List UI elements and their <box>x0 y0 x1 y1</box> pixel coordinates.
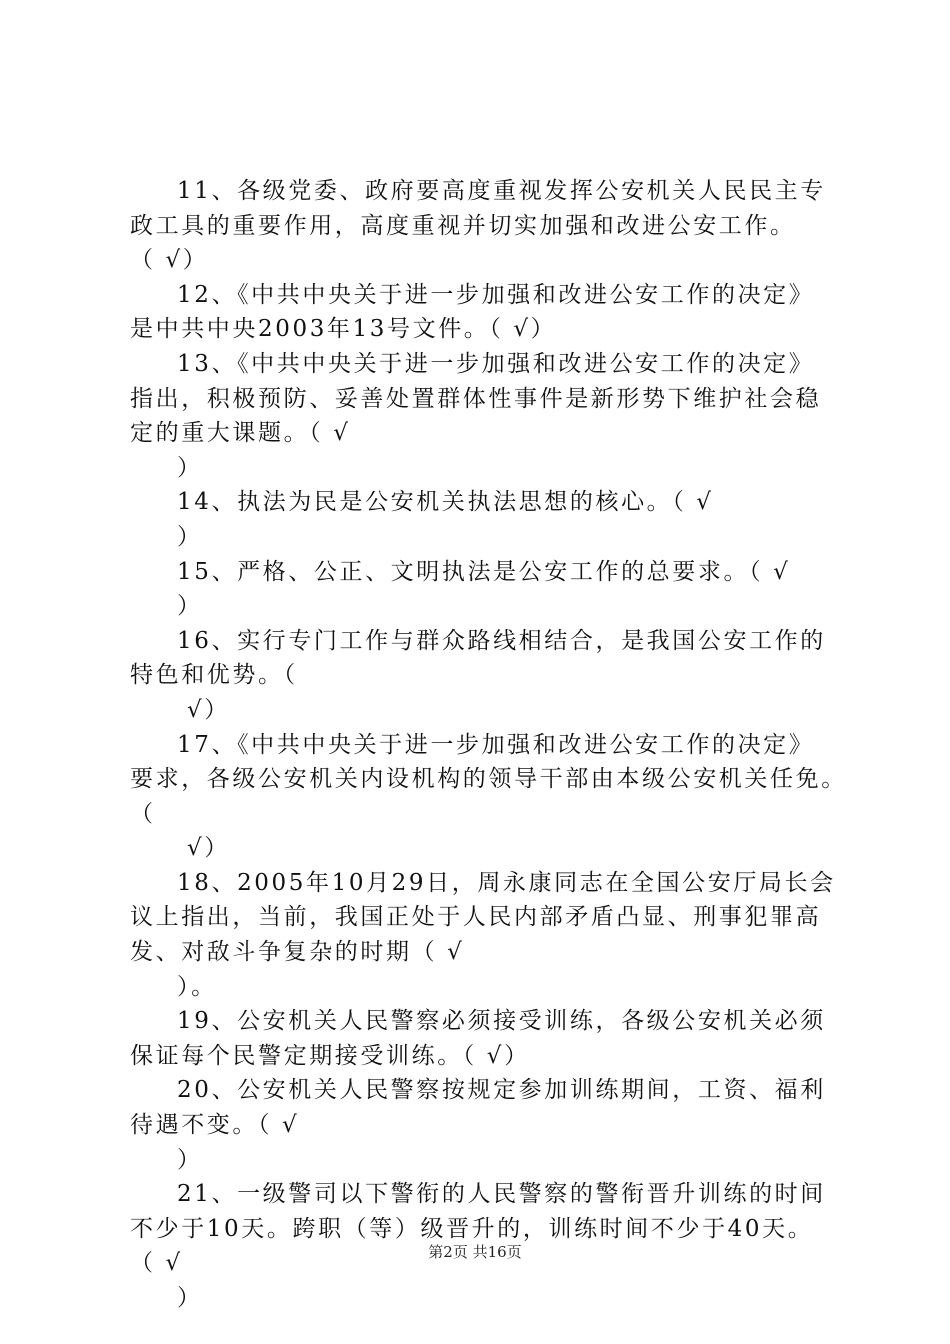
text-line: ） <box>177 523 203 550</box>
text-line: 待遇不变。（ √ <box>130 1112 300 1139</box>
text-line: √） <box>187 835 230 862</box>
text-line: 是中共中央2003年13号文件。（ √） <box>130 316 557 343</box>
text-line: 21、一级警司以下警衔的人民警察的警衔晋升训练的时间 <box>177 1181 826 1208</box>
text-line: 要求，各级公安机关内设机构的领导干部由本级公安机关任免。 <box>130 766 847 793</box>
document-body <box>130 174 847 1316</box>
text-line: 12、《中共中央关于进一步加强和改进公安工作的决定》 <box>177 281 815 308</box>
text-line: 发、对敌斗争复杂的时期（ √ <box>130 939 465 966</box>
text-line: 政工具的重要作用，高度重视并切实加强和改进公安工作。 <box>130 212 796 239</box>
text-line: 20、公安机关人民警察按规定参加训练期间，工资、福利 <box>177 1077 826 1104</box>
text-line: 11、各级党委、政府要高度重视发挥公安机关人民民主专 <box>177 178 826 204</box>
text-line: 指出，积极预防、妥善处置群体性事件是新形势下维护社会稳 <box>130 385 822 412</box>
text-line: ） <box>177 1146 203 1173</box>
page-footer: 第2页 共16页 <box>428 1243 522 1261</box>
text-line: 14、执法为民是公安机关执法思想的核心。（ √ <box>177 489 714 516</box>
text-line: 17、《中共中央关于进一步加强和改进公安工作的决定》 <box>177 731 815 758</box>
text-line: √） <box>187 696 230 723</box>
text-line: 16、实行专门工作与群众路线相结合，是我国公安工作的 <box>177 627 826 654</box>
text-line: 定的重大课题。（ √ <box>130 420 351 447</box>
text-line: ） <box>177 454 203 481</box>
text-line: 18、2005年10月29日，周永康同志在全国公安厅局长会 <box>177 869 836 896</box>
text-line: ）。 <box>177 973 217 1000</box>
text-line: ） <box>177 593 203 620</box>
text-line: 特色和优势。（ <box>130 662 298 689</box>
text-line: 保证每个民警定期接受训练。（ √） <box>130 1042 530 1069</box>
text-line: （ √ <box>130 1250 183 1277</box>
text-line: ） <box>177 1285 203 1311</box>
text-line: 15、严格、公正、文明执法是公安工作的总要求。（ √ <box>177 558 791 585</box>
text-line: 19、公安机关人民警察必须接受训练，各级公安机关必须 <box>177 1008 826 1035</box>
text-line: （ <box>130 800 156 827</box>
text-line: 议上指出，当前，我国正处于人民内部矛盾凸显、刑事犯罪高 <box>130 904 822 931</box>
text-line: 不少于10天。跨职（等）级晋升的，训练时间不少于40天。 <box>130 1215 814 1242</box>
text-line: 13、《中共中央关于进一步加强和改进公安工作的决定》 <box>177 350 815 377</box>
text-line: （ √） <box>130 247 209 274</box>
